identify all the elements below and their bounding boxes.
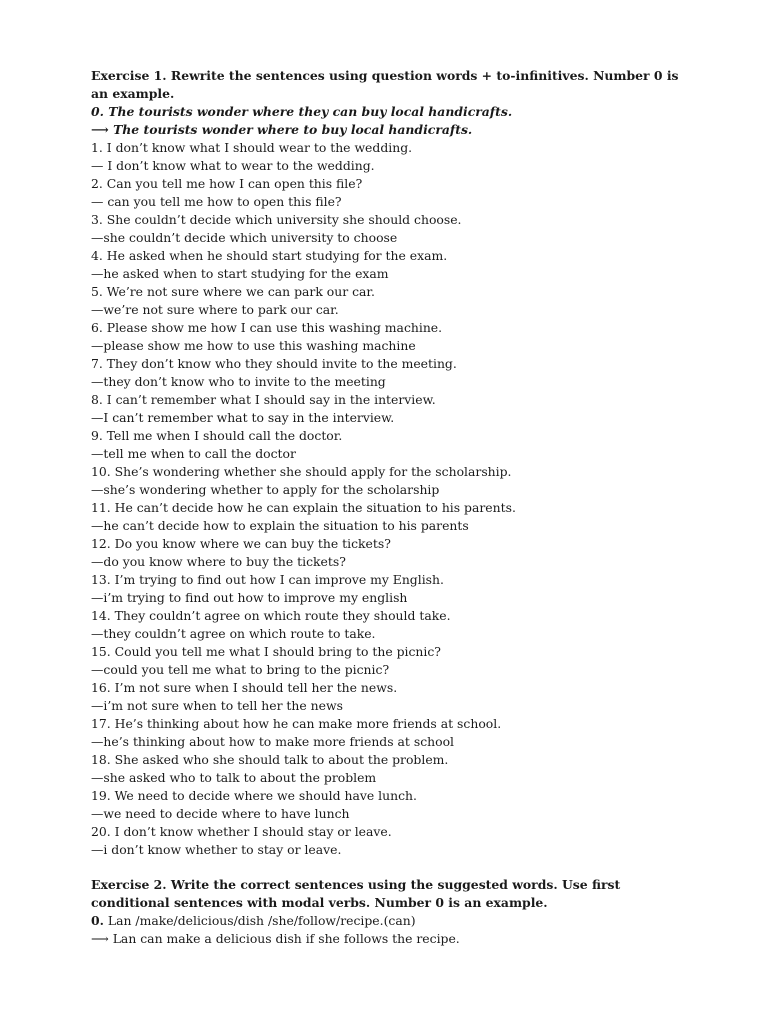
exercise-1-question: 16. I’m not sure when I should tell her the news. bbox=[91, 680, 398, 695]
exercise-2-example-words: Lan /make/delicious/dish /she/follow/recipe.(can) bbox=[103, 913, 416, 928]
exercise-1-answer: —he asked when to start studying for the exam bbox=[91, 266, 389, 281]
exercise-1-question: 19. We need to decide where we should have lunch. bbox=[91, 788, 417, 803]
section-gap bbox=[91, 859, 691, 876]
exercise-1-answer: —I can’t remember what to say in the interview. bbox=[91, 410, 395, 425]
exercise-1-question: 9. Tell me when I should call the doctor. bbox=[91, 428, 343, 443]
exercise-1-answer: —he’s thinking about how to make more friends at school bbox=[91, 734, 455, 749]
exercise-1-question: 5. We’re not sure where we can park our car. bbox=[91, 284, 375, 299]
exercise-1-answer: —i’m trying to find out how to improve my english bbox=[91, 590, 408, 605]
exercise-1-answer: —do you know where to buy the tickets? bbox=[91, 554, 346, 569]
exercise-1-answer: —i’m not sure when to tell her the news bbox=[91, 698, 343, 713]
exercise-1-question: 10. She’s wondering whether she should apply for the scholarship. bbox=[91, 464, 512, 479]
exercise-1-question: 18. She asked who she should talk to about the problem. bbox=[91, 752, 449, 767]
exercise-1-question: 15. Could you tell me what I should bring to the picnic? bbox=[91, 644, 441, 659]
exercise-1-answer: —we’re not sure where to park our car. bbox=[91, 302, 339, 317]
exercise-1-answer: —she couldn’t decide which university to choose bbox=[91, 230, 398, 245]
exercise-1-answer: —he can’t decide how to explain the situation to his parents bbox=[91, 518, 469, 533]
exercise-2-heading: Exercise 2. Write the correct sentences using the suggested words. Use first conditional sentences with modal verbs. Number 0 is an example. bbox=[91, 877, 621, 910]
exercise-1-question: 17. He’s thinking about how he can make more friends at school. bbox=[91, 716, 502, 731]
exercise-1-example-answer: ⟶ The tourists wonder where to buy local handicrafts. bbox=[91, 122, 473, 137]
exercise-1-answer: —she asked who to talk to about the problem bbox=[91, 770, 377, 785]
exercise-1-answer: —they couldn’t agree on which route to take. bbox=[91, 626, 376, 641]
exercise-1-question: 8. I can’t remember what I should say in the interview. bbox=[91, 392, 436, 407]
exercise-1-heading: Exercise 1. Rewrite the sentences using question words + to-infinitives. Number 0 is an example. bbox=[91, 68, 679, 101]
exercise-2-example-answer: ⟶ Lan can make a delicious dish if she follows the recipe. bbox=[91, 931, 460, 946]
exercise-1-question: 3. She couldn’t decide which university she should choose. bbox=[91, 212, 462, 227]
exercise-1-answer: —they don’t know who to invite to the meeting bbox=[91, 374, 386, 389]
exercise-1-question: 13. I’m trying to find out how I can improve my English. bbox=[91, 572, 444, 587]
exercise-1-answer: —could you tell me what to bring to the picnic? bbox=[91, 662, 390, 677]
exercise-1-question: 20. I don’t know whether I should stay or leave. bbox=[91, 824, 392, 839]
exercise-1-answer: — can you tell me how to open this file? bbox=[91, 194, 342, 209]
exercise-1-answer: —tell me when to call the doctor bbox=[91, 446, 296, 461]
exercise-1-question: 6. Please show me how I can use this washing machine. bbox=[91, 320, 443, 335]
exercise-2-example-number: 0. bbox=[91, 913, 104, 928]
exercise-1-question: 1. I don’t know what I should wear to the wedding. bbox=[91, 140, 413, 155]
exercise-2-example-prompt bbox=[91, 912, 691, 930]
exercise-1-answer: —we need to decide where to have lunch bbox=[91, 806, 350, 821]
exercise-1-question: 14. They couldn’t agree on which route they should take. bbox=[91, 608, 451, 623]
exercise-1-question: 11. He can’t decide how he can explain the situation to his parents. bbox=[91, 500, 516, 515]
exercise-1-answer: —she’s wondering whether to apply for the scholarship bbox=[91, 482, 440, 497]
exercise-1-answer: — I don’t know what to wear to the wedding. bbox=[91, 158, 375, 173]
exercise-1-question: 12. Do you know where we can buy the tickets? bbox=[91, 536, 391, 551]
exercise-1-example-question: 0. The tourists wonder where they can buy local handicrafts. bbox=[91, 104, 513, 119]
exercise-1-answer: —please show me how to use this washing machine bbox=[91, 338, 416, 353]
exercise-1-answer: —i don’t know whether to stay or leave. bbox=[91, 842, 342, 857]
exercise-1-items bbox=[91, 139, 691, 859]
document-page bbox=[91, 67, 691, 948]
exercise-1-question: 4. He asked when he should start studying for the exam. bbox=[91, 248, 448, 263]
exercise-1-question: 7. They don’t know who they should invite to the meeting. bbox=[91, 356, 457, 371]
exercise-1-question: 2. Can you tell me how I can open this file? bbox=[91, 176, 363, 191]
